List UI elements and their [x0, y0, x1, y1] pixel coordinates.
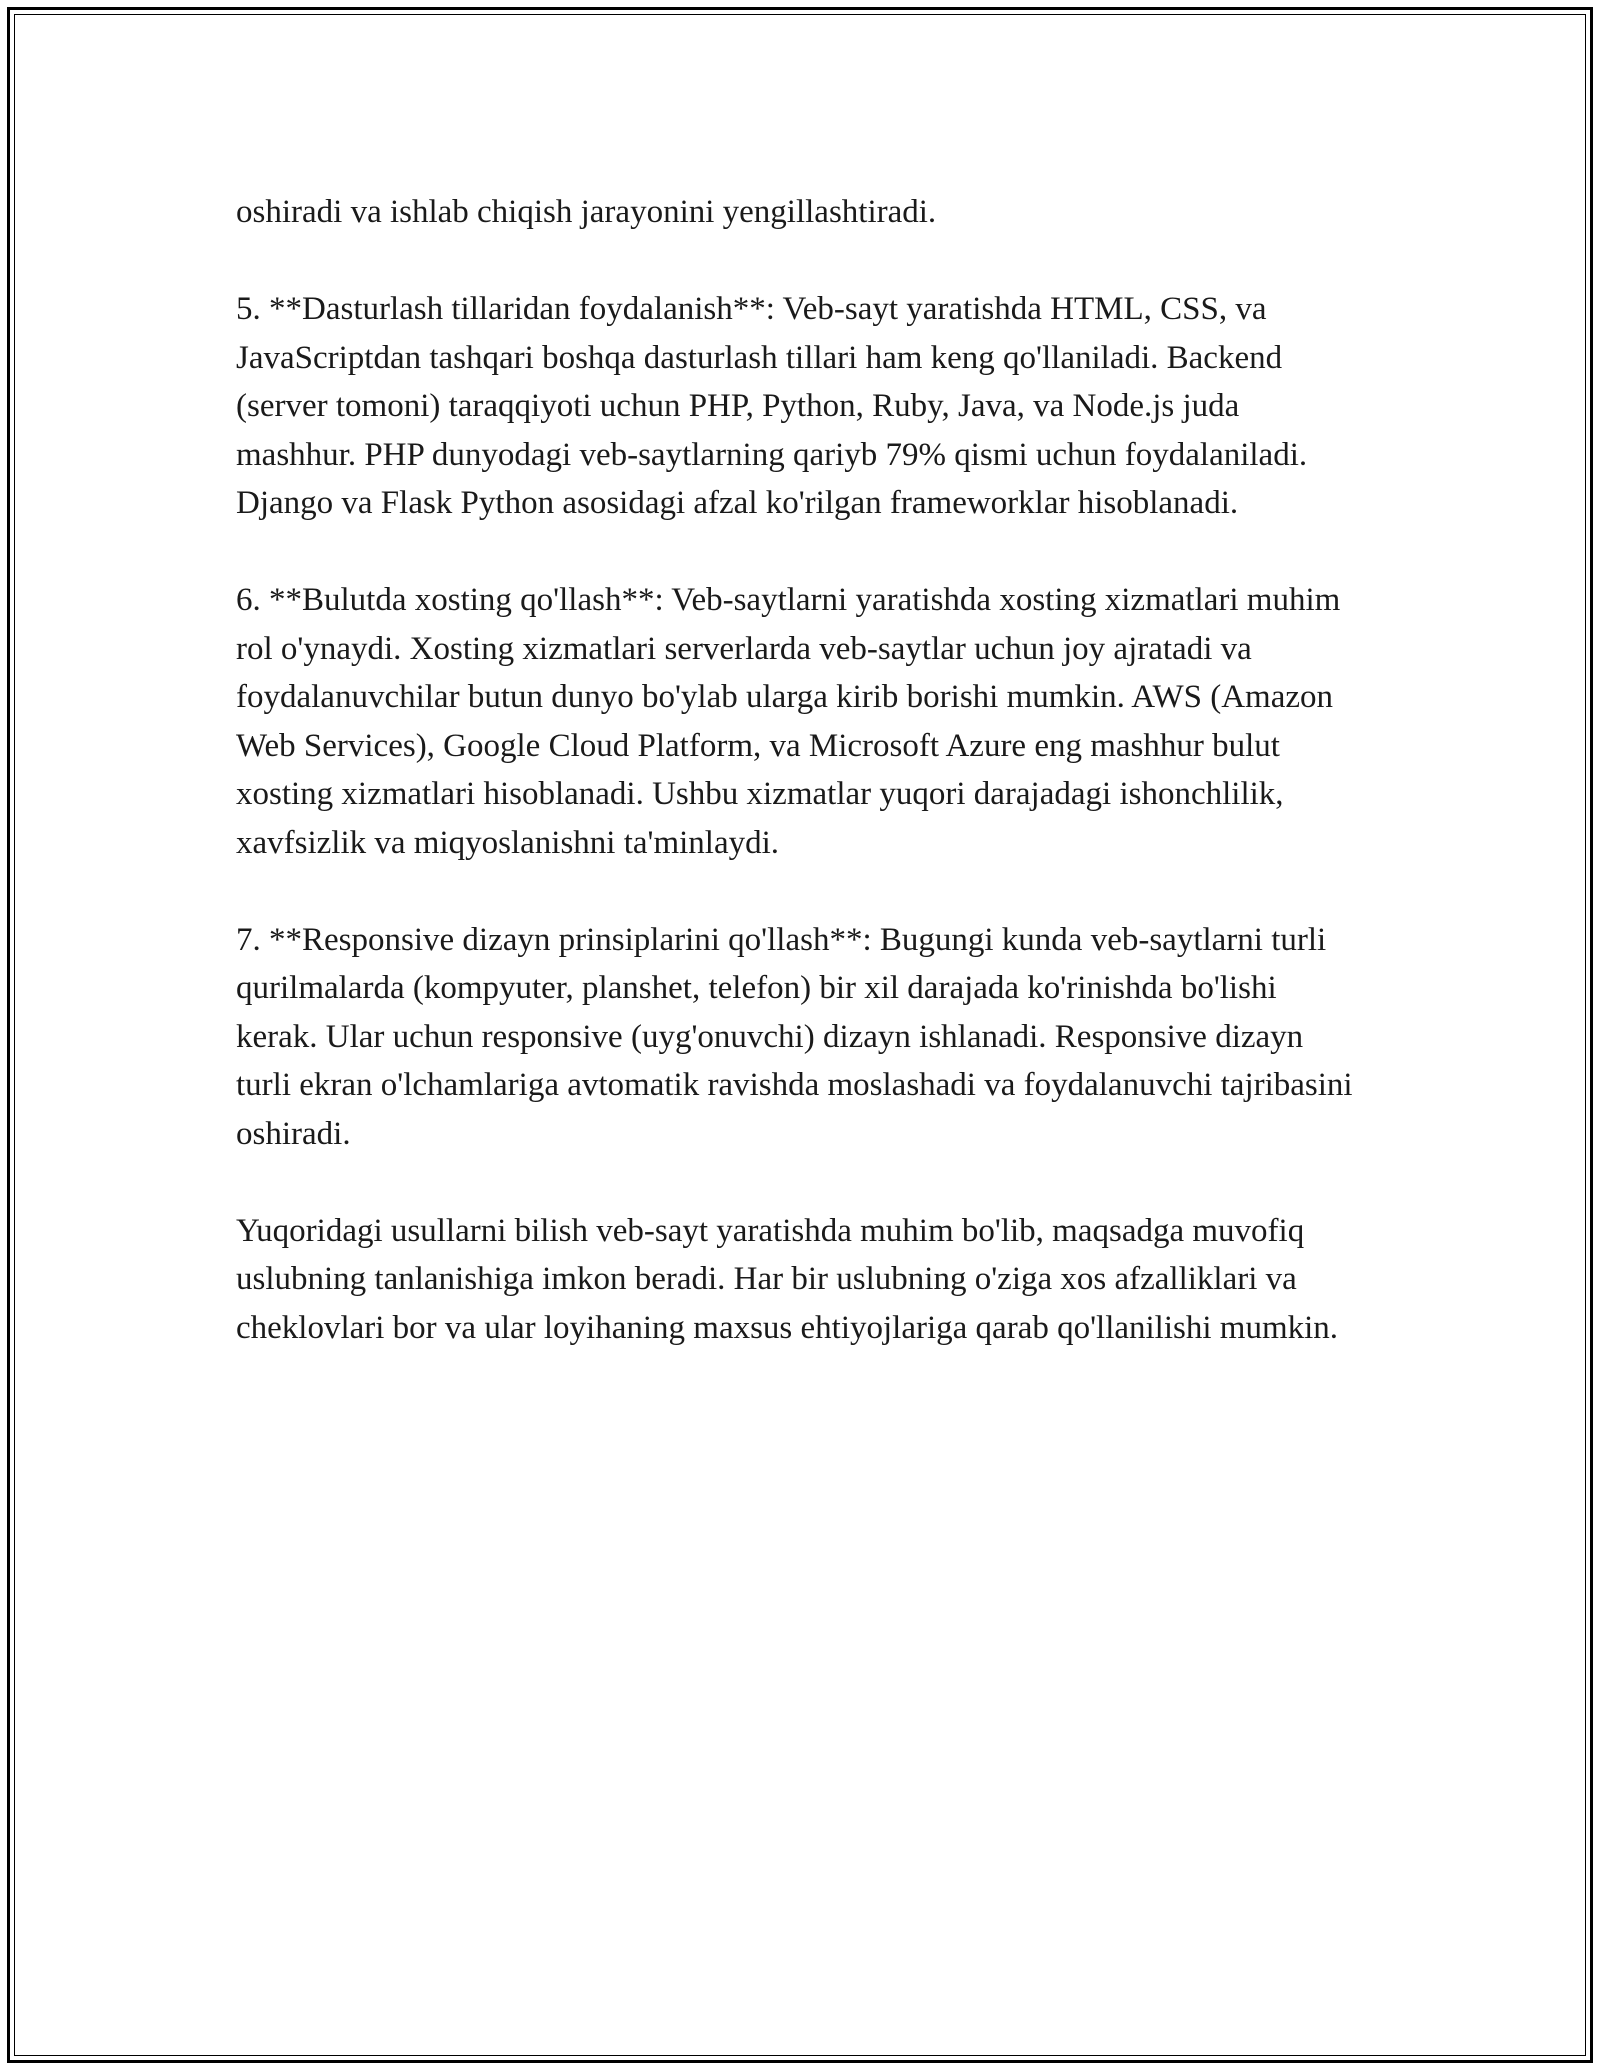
document-body: [236, 188, 1366, 1401]
paragraph-item-6-cloud-hosting: 6. **Bulutda xosting qo'llash**: Veb-saytlarni yaratishda xosting xizmatlari muhim rol o'ynaydi. Xosting xizmatlari serverlarda veb-saytlar uchun joy ajratadi va foydalanuvchilar butun dunyo bo'ylab ularga kirib borishi mumkin. AWS (Amazon Web Services), Google Cloud Platform, va Microsoft Azure eng mashhur bulut xosting xizmatlari hisoblanadi. Ushbu xizmatlar yuqori darajadagi ishonchlilik, xavfsizlik va miqyoslanishni ta'minlaydi.: [236, 582, 1341, 861]
paragraph-conclusion: Yuqoridagi usullarni bilish veb-sayt yaratishda muhim bo'lib, maqsadga muvofiq uslubning tanlanishiga imkon beradi. Har bir uslubning o'ziga xos afzalliklari va cheklovlari bor va ular loyihaning maxsus ehtiyojlariga qarab qo'llanilishi mumkin.: [236, 1212, 1339, 1346]
paragraph-item-5-programming-languages: 5. **Dasturlash tillaridan foydalanish**: Veb-sayt yaratishda HTML, CSS, va JavaScriptdan tashqari boshqa dasturlash tillari ham keng qo'llaniladi. Backend (server tomoni) taraqqiyoti uchun PHP, Python, Ruby, Java, va Node.js juda mashhur. PHP dunyodagi veb-saytlarning qariyb 79% qismi uchun foydalaniladi. Django va Flask Python asosidagi afzal ko'rilgan frameworklar hisoblanadi.: [236, 291, 1308, 521]
paragraph-item-7-responsive-design: 7. **Responsive dizayn prinsiplarini qo'llash**: Bugungi kunda veb-saytlarni turli qurilmalarda (kompyuter, planshet, telefon) bir xil darajada ko'rinishda bo'lishi kerak. Ular uchun responsive (uyg'onuvchi) dizayn ishlanadi. Responsive dizayn turli ekran o'lchamlariga avtomatik ravishda moslashadi va foydalanuvchi tajribasini oshiradi.: [236, 921, 1353, 1152]
paragraph-continuation: oshiradi va ishlab chiqish jarayonini yengillashtiradi.: [236, 194, 937, 230]
